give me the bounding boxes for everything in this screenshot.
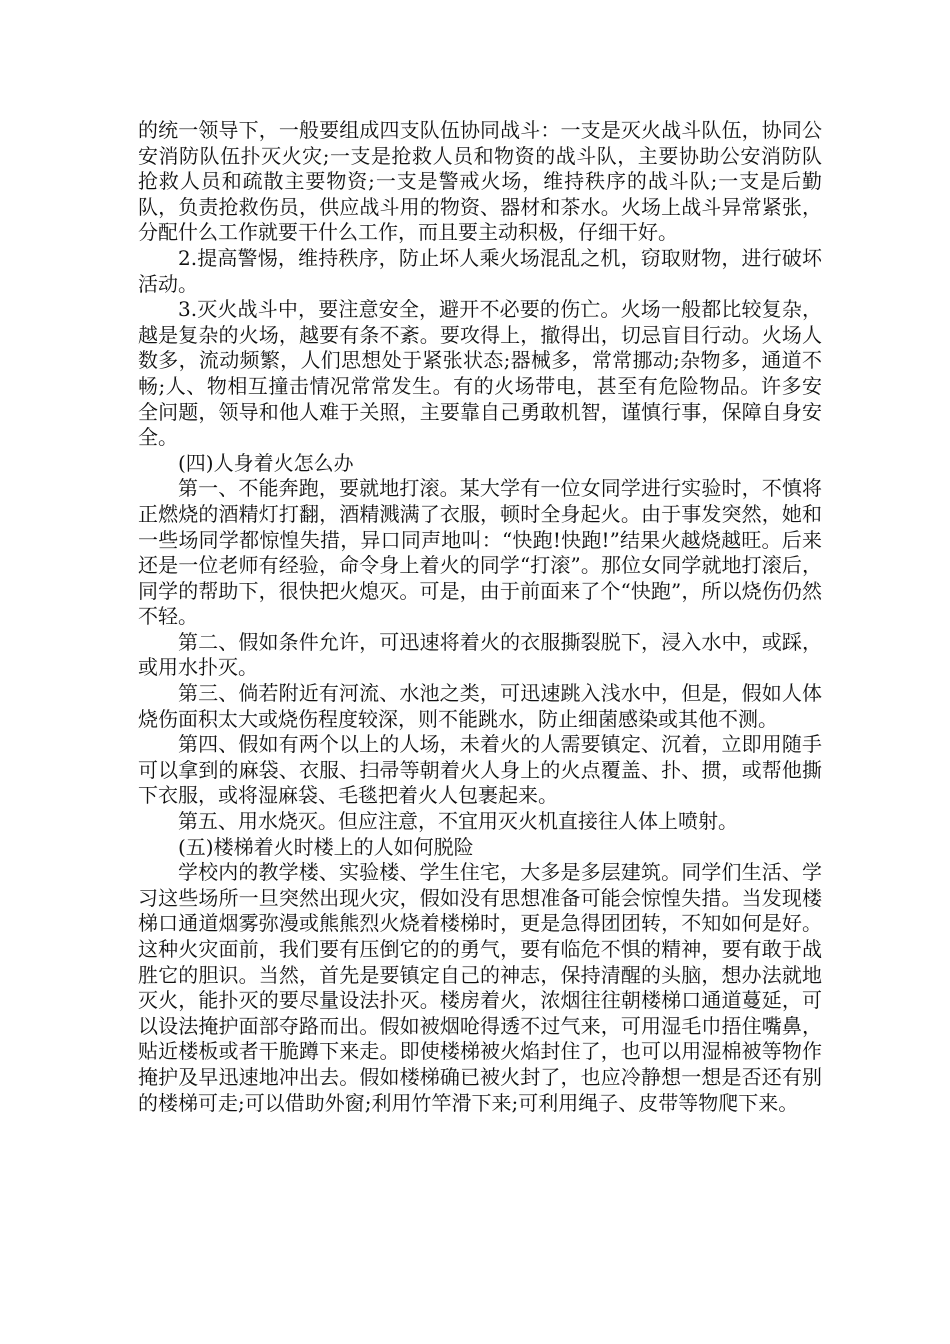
paragraph-fifth: 第五、用水烧灭。但应注意，不宜用灭火机直接往人体上喷射。 [178,809,738,834]
section-heading-4: (四)人身着火怎么办 [178,450,354,475]
paragraph-item-3: 3.灭火战斗中，要注意安全，避开不必要的伤亡。火场一般都比较复杂，越是复杂的火场，越要有条不紊。要攻得上，撤得出，切忌盲目行动。火场人数多，流动频繁，人们思想处于紧张状态;器械多，常常挪动;杂物多，通道不畅;人、物相互撞击情况常常发生。有的火场带电，甚至有危险物品。许多安全问题，领导和他人难于关照，主要靠自己勇敢机智，谨慎行事，保障自身安全。 [138,297,822,450]
section-heading-5: (五)楼梯着火时楼上的人如何脱险 [178,834,474,859]
paragraph-item-2: 2.提高警惕，维持秩序，防止坏人乘火场混乱之机，窃取财物，进行破坏活动。 [138,245,822,296]
paragraph-third: 第三、倘若附近有河流、水池之类，可迅速跳入浅水中，但是，假如人体烧伤面积太大或烧伤程度较深，则不能跳水，防止细菌感染或其他不测。 [138,681,822,731]
document-body [138,118,822,1116]
paragraph-continuation: 的统一领导下，一般要组成四支队伍协同战斗：一支是灭火战斗队伍，协同公安消防队伍扑灭火灾;一支是抢救人员和物资的战斗队，主要协助公安消防队抢救人员和疏散主要物资;一支是警戒火场，维持秩序的战斗队;一支是后勤队，负责抢救伤员，供应战斗用的物资、器材和茶水。火场上战斗异常紧张，分配什么工作就要干什么工作，而且要主动积极，仔细干好。 [138,118,822,245]
paragraph-stairs-escape: 学校内的教学楼、实验楼、学生住宅，大多是多层建筑。同学们生活、学习这些场所一旦突然出现火灾，假如没有思想准备可能会惊惶失措。当发现楼梯口通道烟雾弥漫或熊熊烈火烧着楼梯时，更是急得团团转，不知如何是好。这种火灾面前，我们要有压倒它的的勇气，要有临危不惧的精神，要有敢于战胜它的胆识。当然，首先是要镇定自己的神志，保持清醒的头脑，想办法就地灭火，能扑灭的要尽量设法扑灭。楼房着火，浓烟往往朝楼梯口通道蔓延，可以设法掩护面部夺路而出。假如被烟呛得透不过气来，可用湿毛巾捂住嘴鼻，贴近楼板或者干脆蹲下来走。即使楼梯被火焰封住了，也可以用湿棉被等物作掩护及早迅速地冲出去。假如楼梯确已被火封了，也应冷静想一想是否还有别的楼梯可走;可以借助外窗;利用竹竿滑下来;可利用绳子、皮带等物爬下来。 [138,860,822,1115]
paragraph-fourth: 第四、假如有两个以上的人场，未着火的人需要镇定、沉着，立即用随手可以拿到的麻袋、衣服、扫帚等朝着火人身上的火点覆盖、扑、掼，或帮他撕下衣服，或将湿麻袋、毛毯把着火人包裹起来。 [138,732,822,808]
paragraph-second: 第二、假如条件允许，可迅速将着火的衣服撕裂脱下，浸入水中，或踩，或用水扑灭。 [138,629,822,680]
paragraph-first: 第一、不能奔跑，要就地打滚。某大学有一位女同学进行实验时，不慎将正燃烧的酒精灯打翻，酒精溅满了衣服，顿时全身起火。由于事发突然，她和一些场同学都惊惶失措，异口同声地叫：“快跑!快跑!”结果火越烧越旺。后来还是一位老师有经验，命令身上着火的同学“打滚”。那位女同学就地打滚后，同学的帮助下，很快把火熄灭。可是，由于前面来了个“快跑”，所以烧伤仍然不轻。 [138,476,822,629]
